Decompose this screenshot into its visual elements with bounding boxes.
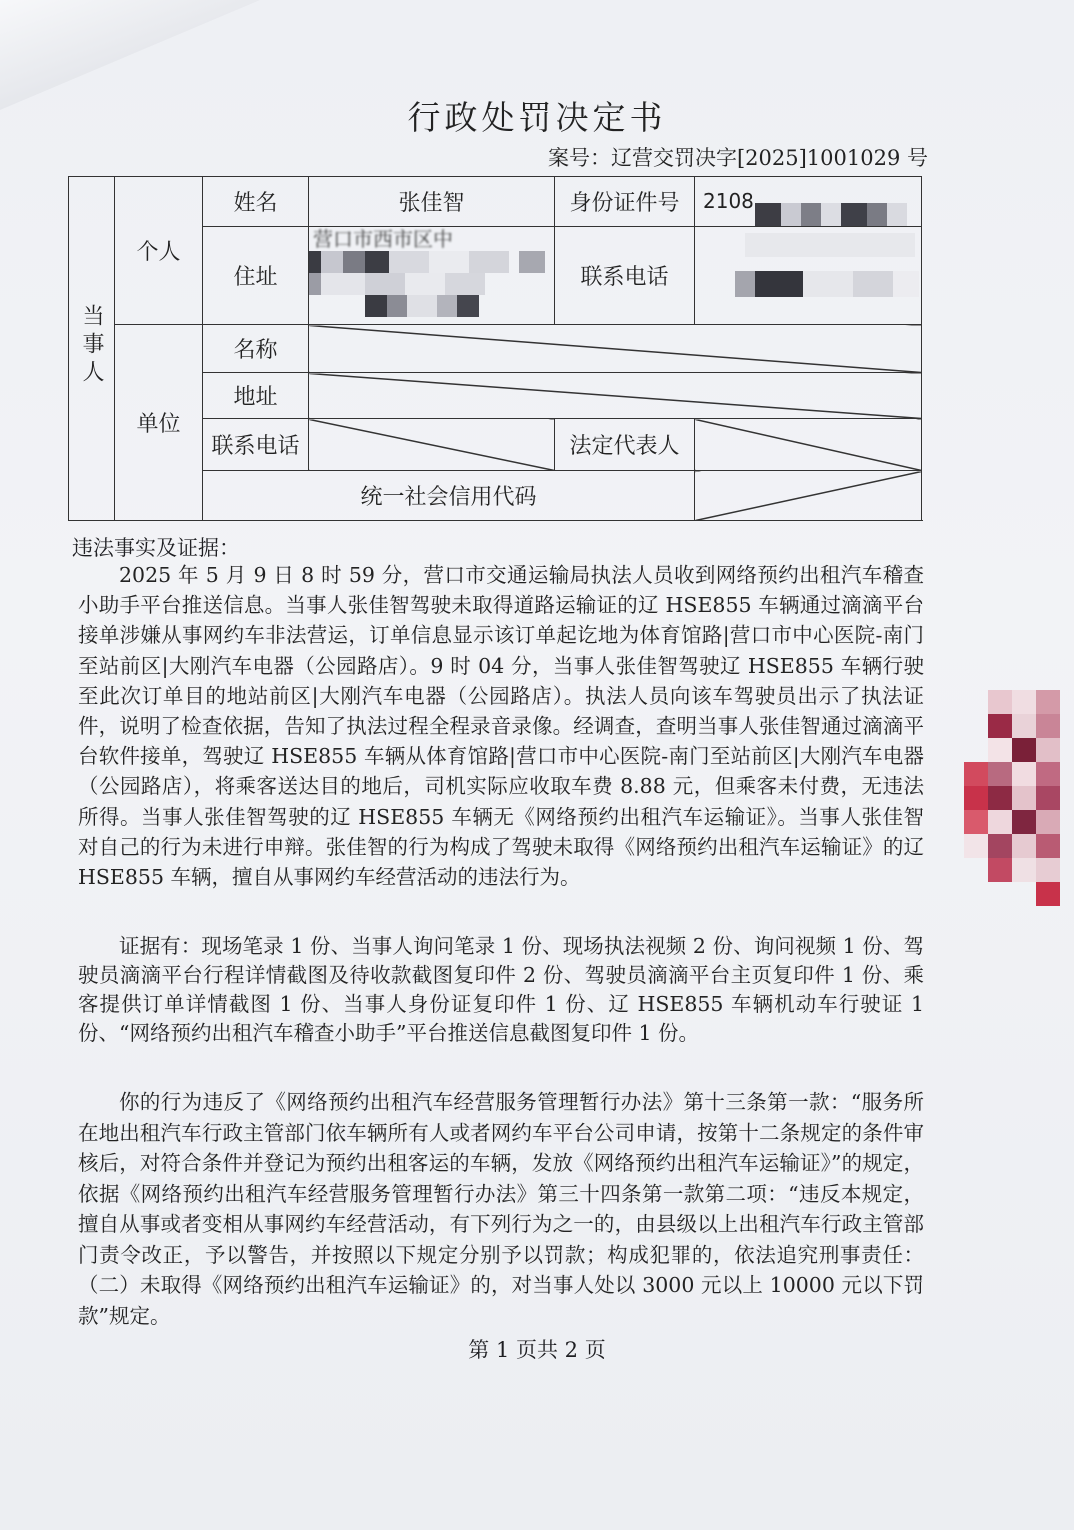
unit-label: 单位: [115, 325, 203, 521]
phone-redaction-mosaic: [695, 227, 922, 325]
party-label-cell: [69, 177, 115, 521]
case-number: 案号：辽营交罚决字[2025]1001029 号: [547, 146, 928, 170]
facts-paragraph-1: 2025 年 5 月 9 日 8 时 59 分，营口市交通运输局执法人员收到网络预约出租汽车稽查小助手平台推送信息。当事人张佳智驾驶未取得道路运输证的辽 HSE855 车辆通过滴滴平台接单涉嫌从事网约车非法营运，订单信息显示该订单起讫地为体育馆路|营口市中心医院-南门至站前区|大刚汽车电器（公园路店）。9 时 04 分，当事人张佳智驾驶辽 HSE855 车辆行驶至此次订单目的地站前区|大刚汽车电器（公园路店）。执法人员向该车驾驶员出示了执法证件，说明了检查依据，告知了执法过程全程录音录像。经调查，查明当事人张佳智通过滴滴平台软件接单，驾驶辽 HSE855 车辆从体育馆路|营口市中心医院-南门至站前区|大刚汽车电器（公园路店），将乘客送达目的地后，司机实际应收取车费 8.88 元，但乘客未付费，无违法所得。当事人张佳智驾驶的辽 HSE855 车辆无《网络预约出租汽车运输证》。当事人张佳智对自己的行为未进行申辩。张佳智的行为构成了驾驶未取得《网络预约出租汽车运输证》的辽 HSE855 车辆，擅自从事网约车经营活动的违法行为。: [78, 563, 924, 890]
evidence-paragraph: 证据有：现场笔录 1 份、当事人询问笔录 1 份、现场执法视频 2 份、询问视频 1 份、驾驶员滴滴平台行程详情截图及待收款截图复印件 2 份、驾驶员滴滴平台主页复印件 1 份、乘客提供订单详情截图 1 份、当事人身份证复印件 1 份、辽 HSE855 车辆机动车行驶证 1 份、“网络预约出租汽车稽查小助手”平台推送信息截图复印件 1 份。: [78, 934, 924, 1045]
individual-label: 个人: [115, 177, 203, 325]
facts-paragraph-1-block: [78, 560, 924, 892]
address-redaction-mosaic: [309, 245, 555, 325]
stamp-redaction-mosaic: [962, 690, 1074, 930]
legal-basis-block: [78, 1087, 924, 1331]
party-label: 当事人: [79, 303, 104, 388]
party-info-table: [68, 176, 922, 521]
credit-code-value-crossed: [695, 471, 922, 521]
id-redaction-mosaic: [747, 191, 917, 227]
phone-value-cell: [695, 227, 922, 325]
unit-address-label: 地址: [203, 373, 309, 419]
unit-phone-value-crossed: [309, 419, 555, 471]
address-value-cell: [309, 227, 555, 325]
evidence-block: [78, 932, 924, 1048]
legal-basis-paragraph: 你的行为违反了《网络预约出租汽车经营服务管理暂行办法》第十三条第一款：“服务所在地出租汽车行政主管部门依车辆所有人或者网约车平台公司申请，按第十二条规定的条件审核后，对符合条件并登记为预约出租客运的车辆，发放《网络预约出租汽车运输证》”的规定，依据《网络预约出租汽车经营服务管理暂行办法》第三十四条第一款第二项：“违反本规定，擅自从事或者变相从事网约车经营活动，有下列行为之一的，由县级以上出租汽车行政主管部门责令改正，予以警告，并按照以下规定分别予以罚款；构成犯罪的，依法追究刑事责任：（二）未取得《网络预约出租汽车运输证》的，对当事人处以 3000 元以上 10000 元以下罚款”规定。: [78, 1090, 924, 1328]
unit-address-value-crossed: [309, 373, 922, 419]
address-value-visible: 营口市西市区中: [313, 227, 453, 251]
id-value-cell: [695, 177, 922, 227]
document-title: 行政处罚决定书: [407, 98, 667, 137]
address-label: 住址: [203, 227, 309, 325]
legal-rep-label: 法定代表人: [555, 419, 695, 471]
unit-name-label: 名称: [203, 325, 309, 373]
phone-label: 联系电话: [555, 227, 695, 325]
unit-name-value-crossed: [309, 325, 922, 373]
id-value-visible: 2108: [703, 189, 754, 213]
credit-code-label: 统一社会信用代码: [203, 471, 695, 521]
name-value: 张佳智: [309, 177, 555, 227]
page-indicator: 第 1 页共 2 页: [468, 1338, 606, 1362]
id-label: 身份证件号: [555, 177, 695, 227]
unit-phone-label: 联系电话: [203, 419, 309, 471]
facts-heading: 违法事实及证据：: [72, 536, 240, 560]
name-label: 姓名: [203, 177, 309, 227]
legal-rep-value-crossed: [695, 419, 922, 471]
